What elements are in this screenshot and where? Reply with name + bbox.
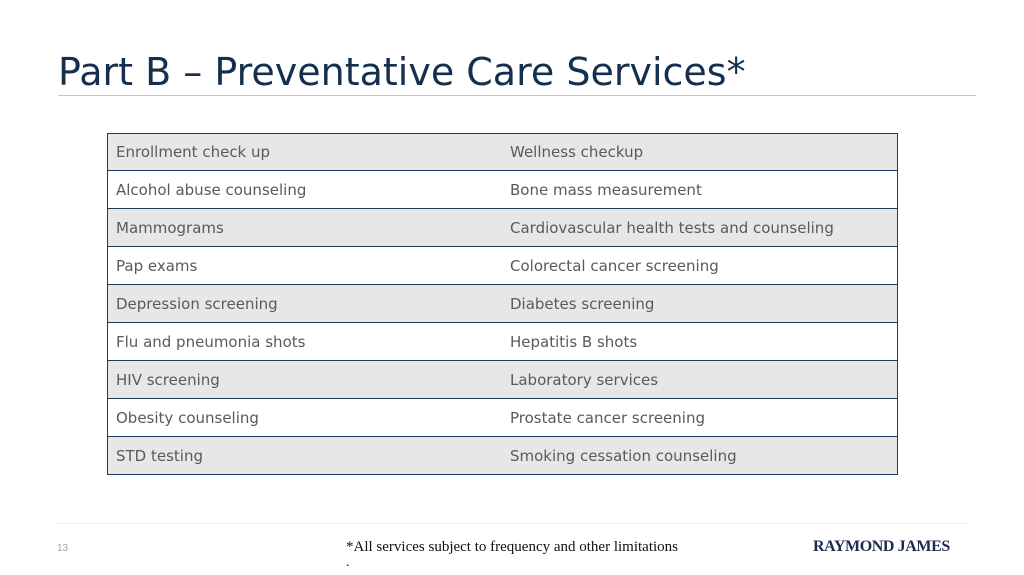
table-cell: Depression screening bbox=[108, 285, 503, 323]
table-row bbox=[108, 209, 898, 247]
table-cell: Obesity counseling bbox=[108, 399, 503, 437]
services-table bbox=[107, 133, 898, 475]
table-row bbox=[108, 323, 898, 361]
table-row bbox=[108, 171, 898, 209]
table-cell: Smoking cessation counseling bbox=[502, 437, 898, 475]
table-row bbox=[108, 134, 898, 171]
page-title: Part B – Preventative Care Services* bbox=[58, 50, 746, 94]
raymond-james-logo: RAYMOND JAMES bbox=[813, 538, 950, 555]
table-row bbox=[108, 437, 898, 475]
table-cell: Alcohol abuse counseling bbox=[108, 171, 503, 209]
table-cell: Hepatitis B shots bbox=[502, 323, 898, 361]
table-row bbox=[108, 361, 898, 399]
page-number: 13 bbox=[57, 543, 69, 554]
table-cell: Bone mass measurement bbox=[502, 171, 898, 209]
footer-divider bbox=[58, 523, 966, 524]
table-cell: Laboratory services bbox=[502, 361, 898, 399]
table-cell: STD testing bbox=[108, 437, 503, 475]
table-cell: Pap exams bbox=[108, 247, 503, 285]
footnote: *All services subject to frequency and other limitations bbox=[346, 539, 678, 555]
table-row bbox=[108, 247, 898, 285]
table-cell: Mammograms bbox=[108, 209, 503, 247]
table-cell: Flu and pneumonia shots bbox=[108, 323, 503, 361]
table-cell: Cardiovascular health tests and counseling bbox=[502, 209, 898, 247]
table-cell: Wellness checkup bbox=[502, 134, 898, 171]
footnote-dot: . bbox=[346, 555, 350, 570]
table-cell: Colorectal cancer screening bbox=[502, 247, 898, 285]
table-cell: HIV screening bbox=[108, 361, 503, 399]
table-cell: Prostate cancer screening bbox=[502, 399, 898, 437]
table-row bbox=[108, 399, 898, 437]
table-cell: Diabetes screening bbox=[502, 285, 898, 323]
title-divider bbox=[58, 95, 976, 96]
table-cell: Enrollment check up bbox=[108, 134, 503, 171]
table-row bbox=[108, 285, 898, 323]
